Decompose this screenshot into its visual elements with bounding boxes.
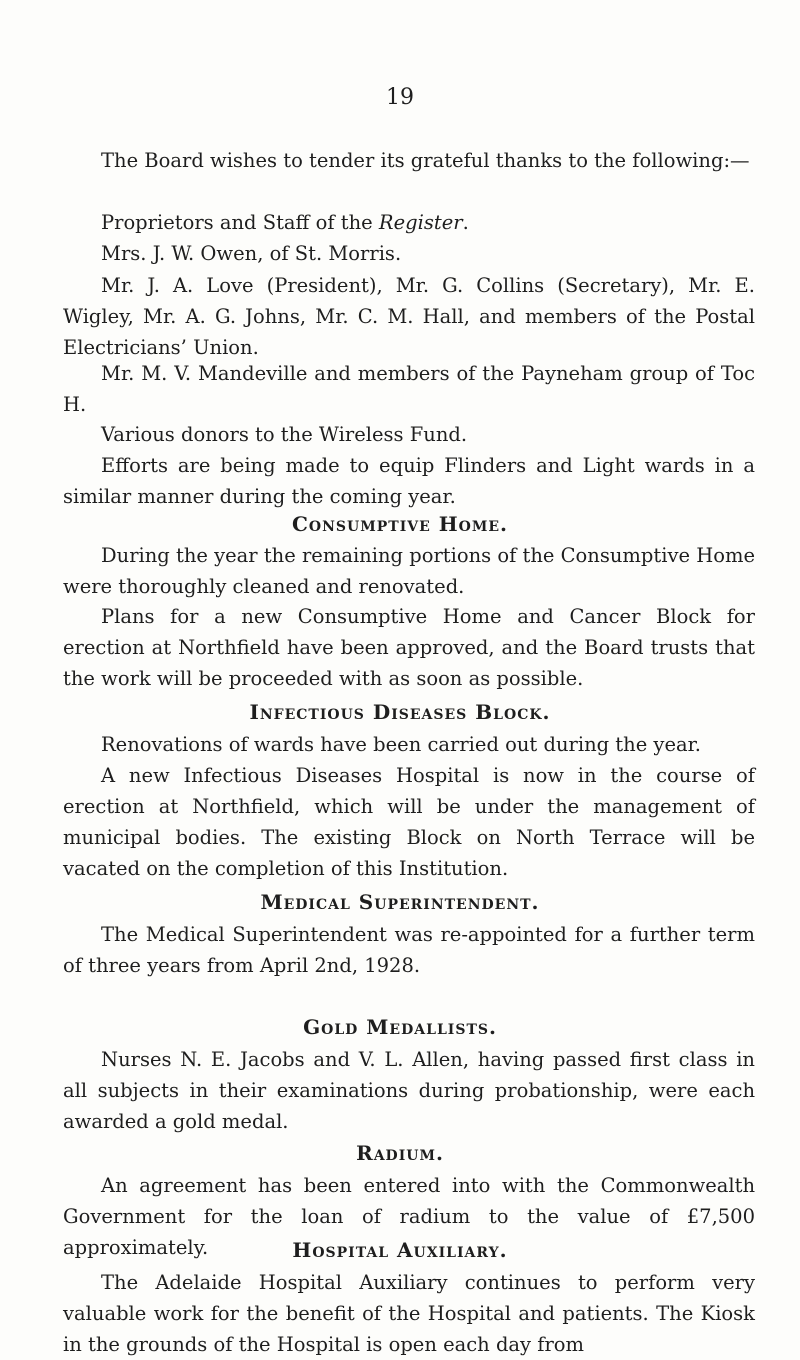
- infectious-para-1: Renovations of wards have been carried out during the year.: [101, 733, 701, 756]
- heading-gold-medallists: Gold Medallists.: [303, 1015, 497, 1039]
- consumptive-para-2: Plans for a new Consumptive Home and Cancer Block for erection at Northfield have been approved, and the Board trusts that the work will be proceeded with as soon as possible.: [63, 605, 755, 690]
- register-title: Register: [378, 211, 463, 234]
- heading-radium: Radium.: [356, 1141, 444, 1165]
- superintendent-para: The Medical Superintendent was re-appointed for a further term of three years from April 2nd, 1928.: [63, 923, 755, 977]
- thanks-toc-h: Mr. M. V. Mandeville and members of the Payneham group of Toc H.: [63, 362, 755, 416]
- radium-para: An agreement has been entered into with the Commonwealth Government for the loan of radium to the value of £7,500 approximately.: [63, 1174, 755, 1259]
- thanks-postal-union: Mr. J. A. Love (President), Mr. G. Collins (Secretary), Mr. E. Wigley, Mr. A. G. Johns, Mr. C. M. Hall, and members of the Postal Electricians’ Union.: [63, 274, 755, 359]
- auxiliary-para: The Adelaide Hospital Auxiliary continues to perform very valuable work for the benefit of the Hospital and patients. The Kiosk in the grounds of the Hospital is open each day from: [63, 1271, 755, 1356]
- consumptive-para-1: During the year the remaining portions of the Consumptive Home were thoroughly cleaned and renovated.: [63, 544, 755, 598]
- thanks-wireless-fund: Various donors to the Wireless Fund.: [101, 423, 468, 446]
- infectious-para-2: A new Infectious Diseases Hospital is now in the course of erection at Northfield, which will be under the management of municipal bodies. The existing Block on North Terrace will be vacated on the completion of this Institution.: [63, 764, 755, 880]
- page-number: 19: [386, 85, 414, 110]
- heading-medical-superintendent: Medical Superintendent.: [260, 890, 540, 914]
- thanks-register: Proprietors and Staff of the Register.: [101, 211, 469, 234]
- heading-infectious-diseases: Infectious Diseases Block.: [249, 700, 551, 724]
- thanks-owen: Mrs. J. W. Owen, of St. Morris.: [101, 242, 402, 265]
- intro-paragraph: The Board wishes to tender its grateful thanks to the following:—: [101, 149, 750, 172]
- heading-consumptive-home: Consumptive Home.: [292, 512, 508, 536]
- heading-hospital-auxiliary: Hospital Auxiliary.: [292, 1238, 508, 1262]
- efforts-paragraph: Efforts are being made to equip Flinders and Light wards in a similar manner during the coming year.: [63, 454, 755, 508]
- medallists-para: Nurses N. E. Jacobs and V. L. Allen, having passed first class in all subjects in their examinations during probationship, were each awarded a gold medal.: [63, 1048, 755, 1133]
